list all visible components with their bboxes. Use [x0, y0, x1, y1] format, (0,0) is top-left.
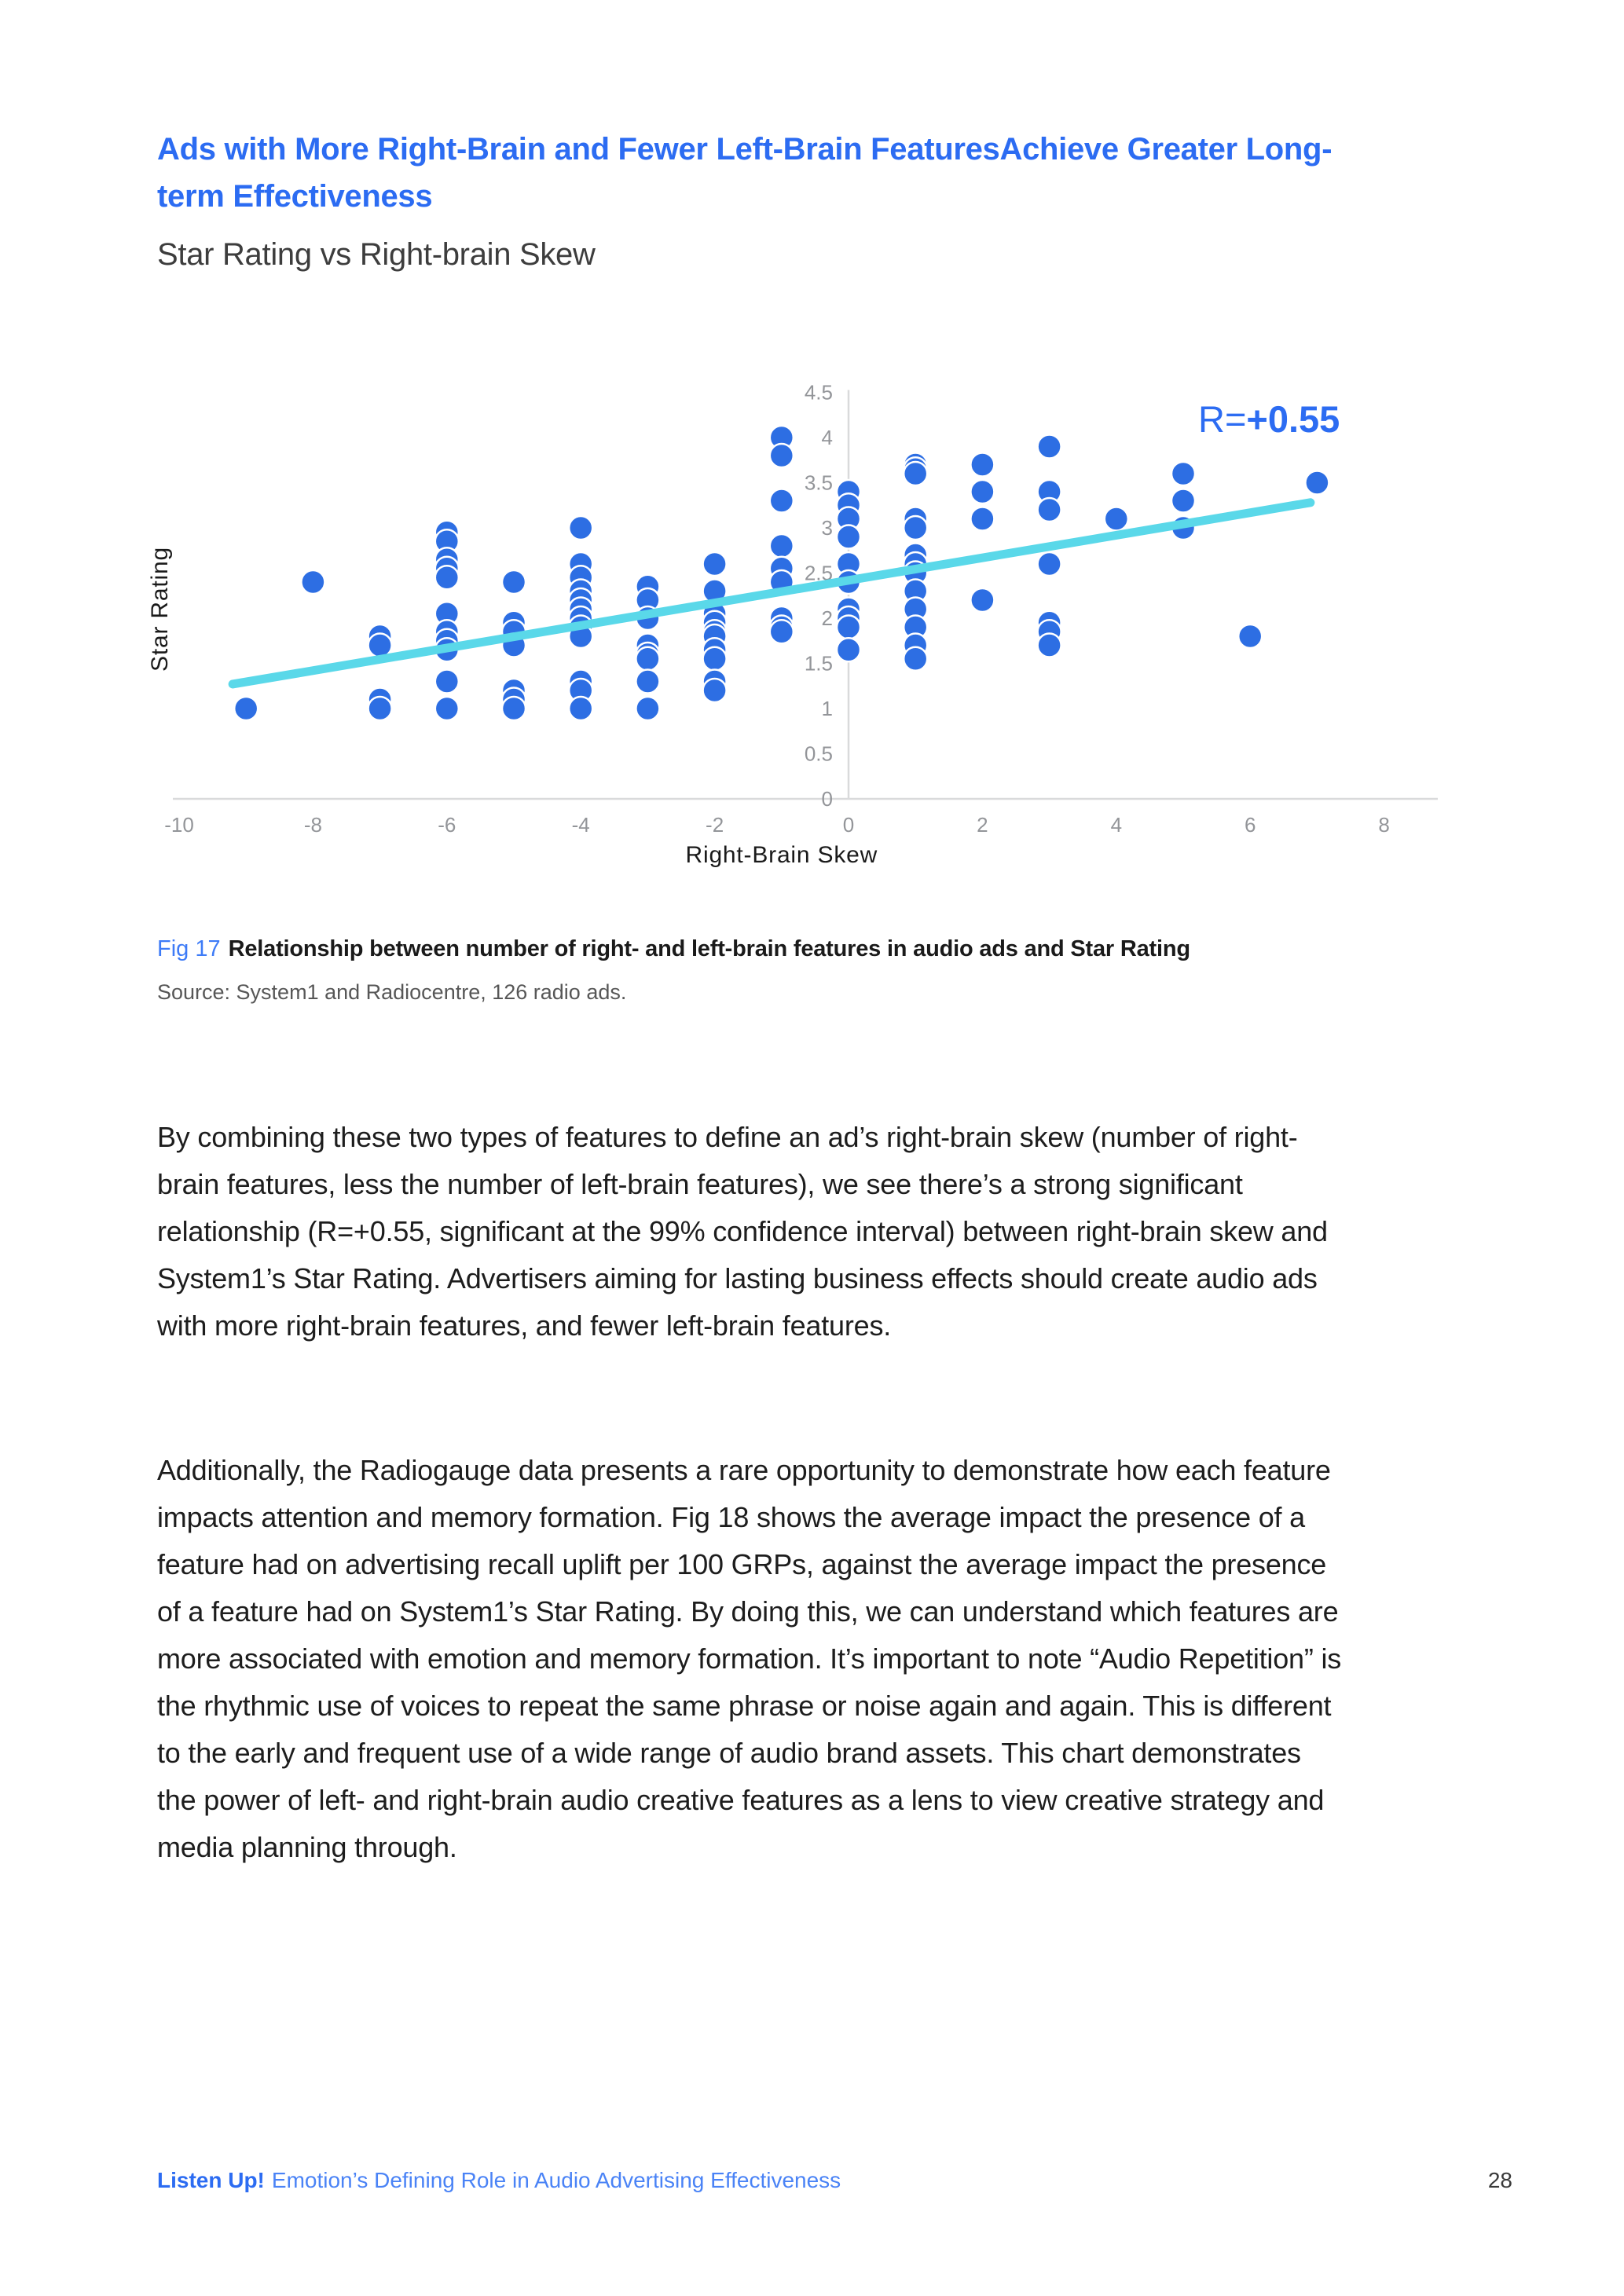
x-tick-label: -6	[438, 813, 456, 837]
x-tick-label: -8	[303, 813, 322, 837]
data-point	[837, 638, 860, 661]
data-point	[569, 516, 592, 540]
correlation-value: +0.55	[1246, 398, 1340, 440]
data-point	[1171, 462, 1195, 485]
x-axis-title: Right-Brain Skew	[685, 842, 878, 868]
data-point	[368, 634, 392, 657]
data-point	[502, 570, 526, 594]
correlation-annotation	[1198, 397, 1340, 441]
x-tick-label: 6	[1244, 813, 1256, 837]
data-point	[904, 647, 927, 671]
data-point	[435, 566, 459, 589]
data-point	[234, 697, 258, 720]
data-point	[703, 552, 727, 576]
data-point	[1105, 507, 1128, 531]
trend-line	[233, 503, 1311, 684]
data-point	[1038, 435, 1061, 459]
data-point	[837, 525, 860, 549]
data-point	[904, 516, 927, 540]
y-tick-label: 1.5	[804, 651, 833, 676]
figure-label: Fig 17	[157, 936, 221, 961]
data-point	[770, 489, 794, 513]
y-tick-label: 4.5	[804, 380, 833, 405]
data-point	[502, 697, 526, 720]
data-point	[970, 480, 994, 504]
data-point	[435, 670, 459, 694]
scatter-chart	[130, 338, 1489, 888]
data-point	[1305, 471, 1329, 495]
data-point	[301, 570, 324, 594]
x-tick-label: -4	[571, 813, 590, 837]
body-paragraph-2: Additionally, the Radiogauge data presents a rare opportunity to demonstrate how each feature impacts attention and memory formation. Fig 18 shows the average impact the presence of a feature had on advertising recall uplift per 100 GRPs, against the average impact the presence of a feature had on System1’s Star Rating. By doing this, we can understand which features are more associated with emotion and memory formation. It’s important to note “Audio Repetition” is the rhythmic use of voices to repeat the same phrase or noise again and again. This is different to the early and frequent use of a wide range of audio brand assets. This chart demonstrates the power of left- and right-brain audio creative features as a lens to view creative strategy and media planning through.	[157, 1454, 1342, 1863]
figure-caption	[157, 936, 1461, 962]
page-title	[157, 126, 1493, 220]
x-tick-label: 8	[1378, 813, 1390, 837]
data-point	[636, 647, 659, 671]
y-tick-label: 2	[821, 606, 833, 630]
data-point	[1171, 489, 1195, 513]
x-tick-label: 2	[977, 813, 988, 837]
source-note: Source: System1 and Radiocentre, 126 radio ads.	[157, 980, 627, 1004]
data-point	[636, 697, 659, 720]
y-tick-label: 3	[821, 516, 833, 540]
footer-brand: Listen Up!	[157, 2168, 265, 2192]
page-title-line-2: term Effectiveness	[157, 179, 433, 214]
data-point	[837, 616, 860, 639]
page-number: 28	[1487, 2168, 1512, 2192]
data-point	[770, 620, 794, 643]
data-point	[569, 697, 592, 720]
data-point	[970, 453, 994, 477]
page-title-line-1: Ads with More Right-Brain and Fewer Left-Brain FeaturesAchieve Greater Long-	[157, 132, 1333, 167]
data-point	[904, 462, 927, 485]
data-point	[970, 588, 994, 612]
x-tick-label: 0	[842, 813, 855, 837]
correlation-prefix: R=	[1198, 398, 1247, 440]
y-tick-label: 0	[821, 787, 833, 811]
data-point	[435, 697, 459, 720]
data-point	[1238, 624, 1262, 648]
y-axis-title: Star Rating	[147, 547, 173, 672]
body-paragraph-1: By combining these two types of features to define an ad’s right-brain skew (number of right-brain features, less the number of left-brain features), we see there’s a strong significant relationship (R=+0.55, significant at the 99% confidence interval) between right-brain skew and System1’s Star Rating. Advertisers aiming for lasting business effects should create audio ads with more right-brain features, and fewer left-brain features.	[157, 1121, 1328, 1342]
x-tick-label: 4	[1110, 813, 1123, 837]
data-point	[636, 670, 659, 694]
data-point	[970, 507, 994, 531]
y-tick-label: 3.5	[804, 471, 833, 495]
data-point	[770, 444, 794, 467]
chart-subtitle: Star Rating vs Right-brain Skew	[157, 237, 596, 272]
y-tick-label: 0.5	[804, 742, 833, 766]
figure-caption-text: Relationship between number of right- and left-brain features in audio ads and Star Rating	[228, 936, 1190, 961]
y-tick-label: 2.5	[804, 561, 833, 585]
data-point	[703, 647, 727, 671]
data-point	[1038, 498, 1061, 522]
y-tick-label: 1	[821, 697, 833, 720]
data-point	[1038, 634, 1061, 657]
footer-title	[157, 2168, 841, 2193]
page-footer	[157, 2168, 1512, 2193]
data-point	[1038, 552, 1061, 576]
data-point	[770, 534, 794, 558]
data-point	[368, 697, 392, 720]
y-tick-label: 4	[821, 426, 833, 449]
footer-tagline: Emotion’s Defining Role in Audio Advertising Effectiveness	[271, 2168, 841, 2192]
data-point	[703, 679, 727, 702]
x-tick-label: -2	[706, 813, 724, 837]
x-tick-label: -10	[164, 813, 194, 837]
